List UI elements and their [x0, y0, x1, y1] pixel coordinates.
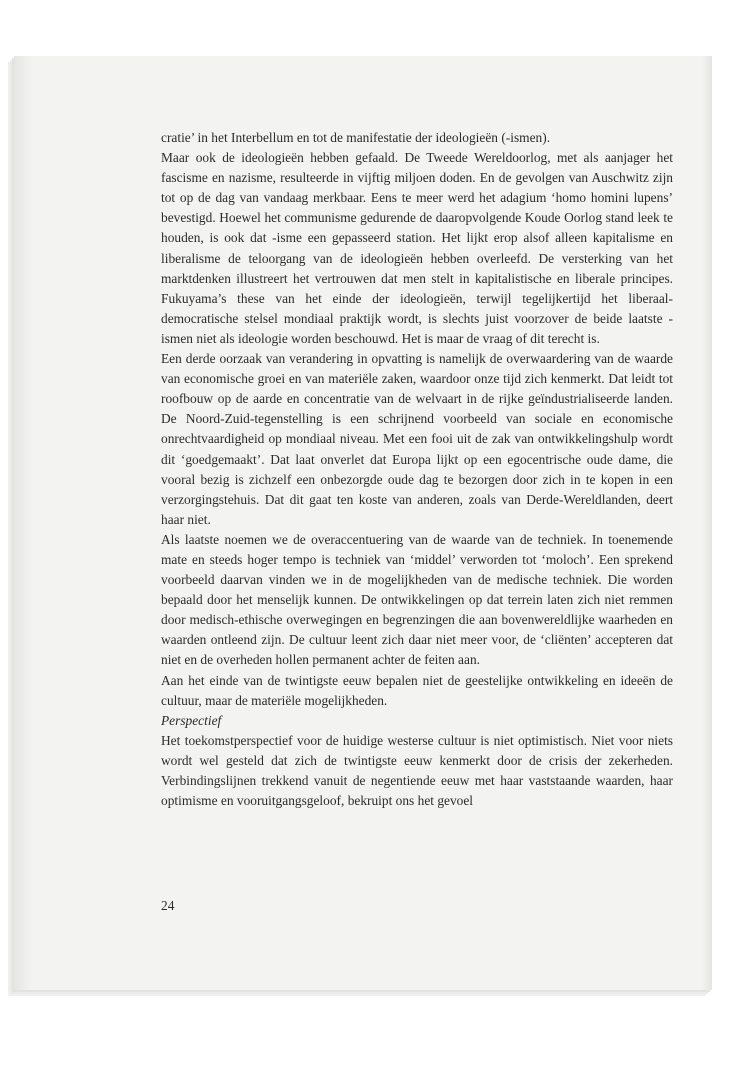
section-heading: Perspectief: [161, 712, 222, 728]
paragraph: cratie’ in het Interbellum en tot de manifestatie der ideologieën (-ismen).: [161, 130, 551, 145]
paragraph: Het toekomstperspectief voor de huidige westerse cultuur is niet optimistisch. Niet voor niets wordt wel gesteld dat zich de twintigste eeuw kenmerkt door de crisis der zekerheden. Verbindingslijnen trekkend vanuit de negentiende eeuw met haar vaststaande waarden, haar optimisme en vooruitgangsgeloof, bekruipt ons het gevoel: [161, 732, 673, 809]
body-text: [161, 128, 673, 811]
paragraph: Maar ook de ideologieën hebben gefaald. De Tweede Wereldoorlog, met als aanjager het fascisme en nazisme, resulteerde in vijftig miljoen doden. En de gevolgen van Auschwitz zijn tot op de dag van vandaag merkbaar. Eens te meer werd het adagium ‘homo homini lupens’ bevestigd. Hoewel het communisme gedurende de daaropvolgende Koude Oorlog stand leek te houden, is ook dat -isme een gepasseerd station. Het lijkt erop alsof alleen kapitalisme en liberalisme de teloorgang van de ideologieën hebben overleefd. De versterking van het marktdenken illustreert het vertrouwen dat men stelt in kapitalistische en liberale principes. Fukuyama’s these van het einde der ideologieën, terwijl tegelijkertijd het liberaal-democratische stelsel mondiaal praktijk wordt, is slechts juist voorzover de beide laatste -ismen niet als ideologie worden beschouwd. Het is maar de vraag of dit terecht is.: [161, 150, 673, 346]
page-edge-left: [14, 56, 32, 990]
paragraph: Als laatste noemen we de overaccentuering van de waarde van de techniek. In toenemende mate en steeds hoger tempo is techniek van ‘middel’ verworden tot ‘moloch’. Een sprekend voorbeeld daarvan vinden we in de mogelijkheden van de medische techniek. Die worden bepaald door het menselijk kunnen. De ontwikkelingen op dat terrein laten zich niet remmen door medisch-ethische overwegingen en begrenzingen die aan bovenwereldlijke waarheden en waarden ontleend zijn. De cultuur leent zich daar niet meer voor, de ‘cliënten’ accepteren dat niet en de overheden hollen permanent achter de feiten aan.: [161, 531, 673, 668]
page-edge-right: [702, 56, 712, 990]
paragraph: Aan het einde van de twintigste eeuw bepalen niet de geestelijke ontwikkeling en ideeën de cultuur, maar de materiële mogelijkheden.: [161, 672, 673, 708]
paragraph: Een derde oorzaak van verandering in opvatting is namelijk de overwaardering van de waarde van economische groei en van materiële zaken, waardoor onze tijd zich kenmerkt. Dat leidt tot roofbouw op de aarde en concentratie van de welvaart in de rijke geïndustrialiseerde landen. De Noord-Zuid-tegenstelling is een schrijnend voorbeeld van sociale en economische onrechtvaardigheid op mondiaal niveau. Met een fooi uit de zak van ontwikkelingshulp wordt dit ‘goedgemaakt’. Dat laat onverlet dat Europa lijkt op een egocentrische oude dame, die vooral bezig is zichzelf een onbezorgde oude dag te bezorgen door zich in te kopen in een verzorgingstehuis. Dat dit gaat ten koste van anderen, zoals van Derde-Wereldlanden, deert haar niet.: [161, 351, 673, 527]
page-number: 24: [161, 898, 175, 913]
